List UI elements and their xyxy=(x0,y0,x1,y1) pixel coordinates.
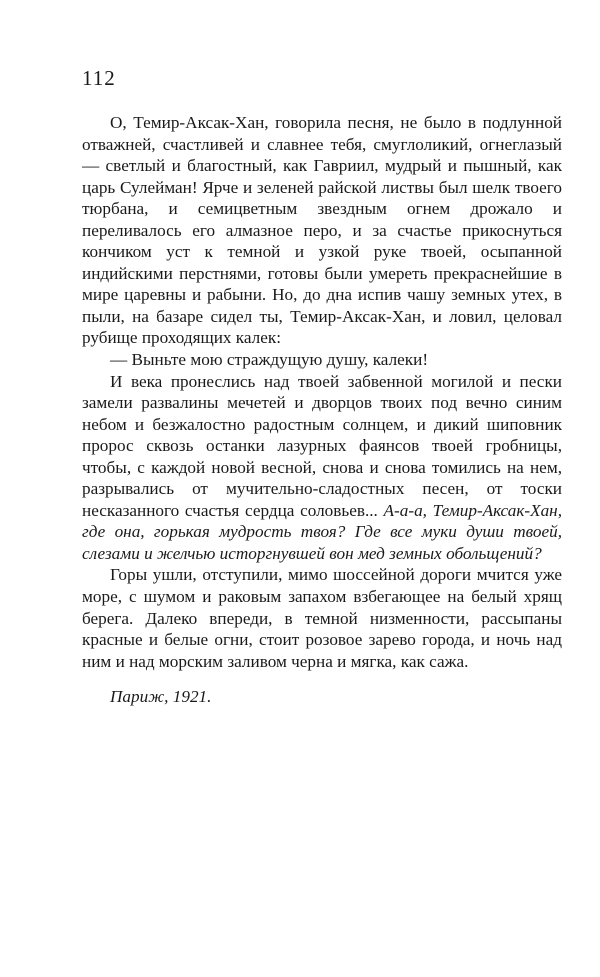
paragraph-mountains: Горы ушли, отступили, мимо шоссейной дороги мчится уже море, с шумом и раковым запахом взбегающее на белый хрящ берега. Далеко впереди, в темной низменности, рассыпаны красные и белые огни, стоит розовое зарево города, и ночь над ним и над морским заливом черна и мягка, как сажа. xyxy=(82,565,562,671)
place-date-signature: Париж, 1921. xyxy=(110,687,212,707)
paragraph-centuries-italic: А-а-а, Темир-Аксак-Хан, где она, горькая мудрость твоя? Где все муки души твоей, слезами и желчью исторгнувшей вон мед земных обольщений? xyxy=(82,500,563,563)
body-text xyxy=(82,112,562,672)
page-number: 112 xyxy=(82,66,116,90)
book-page xyxy=(82,66,562,708)
paragraph-centuries xyxy=(82,371,562,565)
paragraph-plea: — Выньте мою страждущую душу, калеки! xyxy=(110,350,429,370)
paragraph-song: О, Темир-Аксак-Хан, говорила песня, не было в подлунной отважней, счастливей и славнее тебя, смуглоликий, огнеглазый — светлый и благостный, как Гавриил, мудрый и пышный, как царь Сулейман! Ярче и зеленей райской листвы был шелк твоего тюрбана, и семицветным звездным огнем дрожало и переливалось его алмазное перо, и за счастье прикоснуться кончиком уст к темной и узкой руке твоей, осыпанной индийскими перстнями, готовы были умереть прекраснейшие в мире царевны и рабыни. Но, до дна испив чашу земных утех, в пыли, на базаре сидел ты, Темир-Аксак-Хан, и ловил, целовал рубище проходящих калек: xyxy=(82,113,562,348)
paragraph-centuries-text: И века пронеслись над твоей забвенной могилой и пески замели развалины мечетей и дворцов твоих под вечно синим небом и безжалостно радостным солнцем, и дикий шиповник пророс сквозь останки лазурных фаянсов твоей гробницы, чтобы, с каждой новой весной, снова и снова томились на нем, разрывались от мучительно-сладостных песен, от тоски несказанного счастья сердца соловьев... xyxy=(82,371,562,520)
